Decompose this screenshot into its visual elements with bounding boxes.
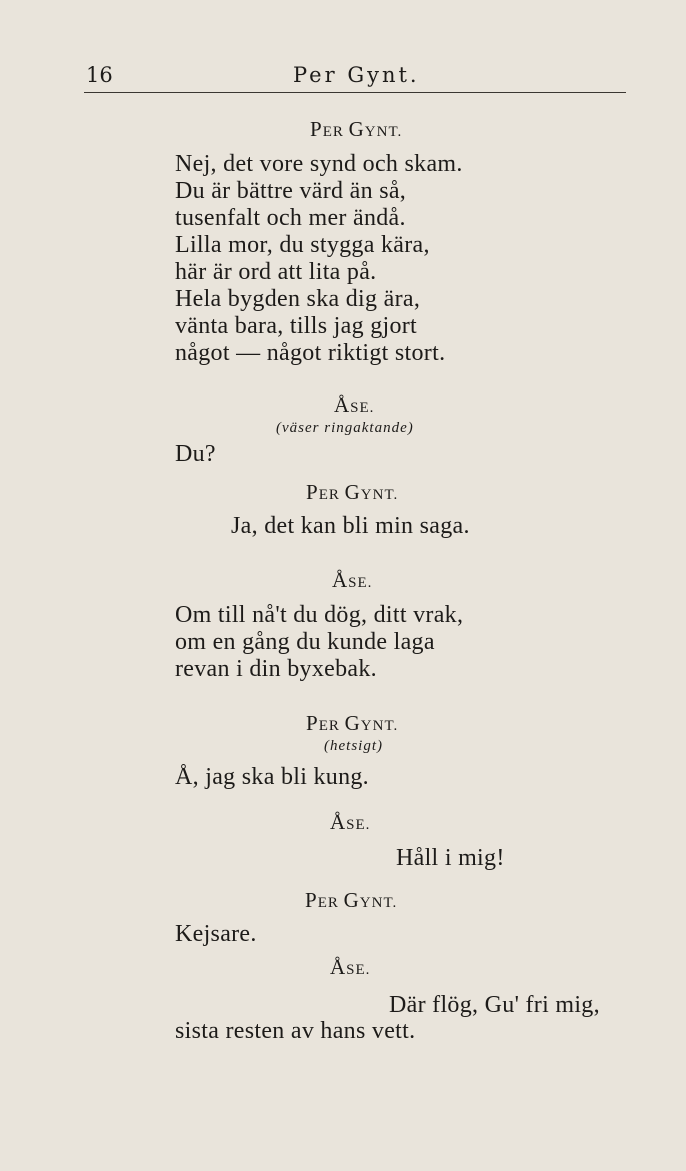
verse-line: Håll i mig! — [396, 845, 505, 871]
verse-line: Du är bättre värd än så, — [175, 178, 407, 204]
speaker-name: ÅSE. — [330, 810, 371, 834]
verse-line: Nej, det vore synd och skam. — [175, 151, 463, 177]
speaker-name: PER GYNT. — [310, 117, 403, 141]
speaker-name: ÅSE. — [332, 568, 373, 592]
verse-line: något — något riktigt stort. — [175, 340, 446, 366]
verse-line: Hela bygden ska dig ära, — [175, 286, 421, 312]
running-title: Per Gynt. — [293, 63, 420, 87]
speaker-name: PER GYNT. — [306, 711, 399, 735]
stage-direction: (väser ringaktande) — [276, 420, 414, 436]
verse-line: tusenfalt och mer ändå. — [175, 205, 406, 231]
verse-line: Å, jag ska bli kung. — [175, 764, 369, 790]
speaker-name: ÅSE. — [330, 955, 371, 979]
verse-line: Du? — [175, 441, 216, 467]
speaker-name: ÅSE. — [334, 393, 375, 417]
verse-line: sista resten av hans vett. — [175, 1018, 416, 1044]
page-number: 16 — [86, 63, 113, 87]
verse-line: Lilla mor, du stygga kära, — [175, 232, 430, 258]
verse-line: Ja, det kan bli min saga. — [231, 513, 470, 539]
verse-line: Kejsare. — [175, 921, 257, 947]
verse-line: revan i din byxebak. — [175, 656, 377, 682]
header-rule — [84, 92, 626, 93]
verse-line: vänta bara, tills jag gjort — [175, 313, 418, 339]
speaker-name: PER GYNT. — [306, 480, 399, 504]
verse-line: om en gång du kunde laga — [175, 629, 435, 655]
verse-line: här är ord att lita på. — [175, 259, 377, 285]
speaker-name: PER GYNT. — [305, 888, 398, 912]
verse-line: Där flög, Gu' fri mig, — [389, 992, 600, 1018]
verse-line: Om till nå't du dög, ditt vrak, — [175, 602, 464, 628]
stage-direction: (hetsigt) — [324, 738, 383, 754]
